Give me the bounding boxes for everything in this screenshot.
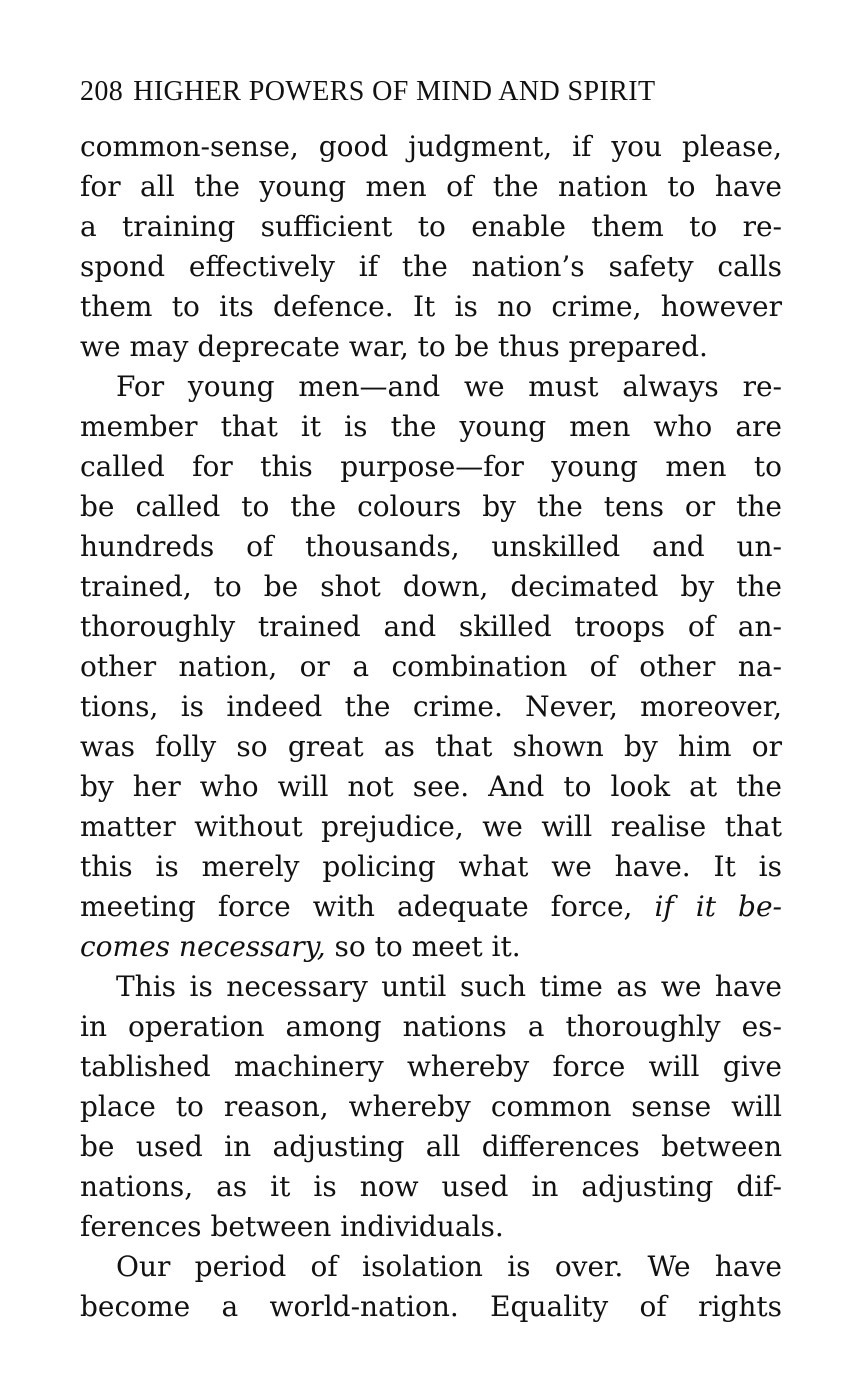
- text-line: was folly so great as that shown by him or: [80, 730, 782, 763]
- text-line: called for this purpose—for young men to: [80, 450, 782, 483]
- text-line: place to reason, whereby common sense will: [80, 1090, 782, 1123]
- text-line: by her who will not see. And to look at the: [80, 770, 782, 803]
- text-line: thoroughly trained and skilled troops of an-: [80, 610, 782, 643]
- text-line: Our period of isolation is over. We have: [116, 1250, 782, 1283]
- text-line: tablished machinery whereby force will give: [80, 1050, 782, 1083]
- running-header: [80, 74, 782, 110]
- text-line: in operation among nations a thoroughly es-: [80, 1010, 782, 1043]
- text-line: hundreds of thousands, unskilled and un-: [80, 530, 782, 563]
- text-line: a training sufficient to enable them to re-: [80, 210, 782, 243]
- text-line: be called to the colours by the tens or the: [80, 490, 782, 523]
- italic-text: comes necessary,: [80, 930, 326, 963]
- running-title: HIGHER POWERS OF MIND AND SPIRIT: [133, 76, 656, 107]
- text-line: common-sense, good judgment, if you please,: [80, 130, 782, 163]
- text-line: This is necessary until such time as we have: [116, 970, 782, 1003]
- italic-text: if it be-: [654, 890, 782, 923]
- text-line: tions, is indeed the crime. Never, moreover,: [80, 690, 782, 723]
- text-line: trained, to be shot down, decimated by the: [80, 570, 782, 603]
- text-line: member that it is the young men who are: [80, 410, 782, 443]
- text-line: matter without prejudice, we will realise that: [80, 810, 782, 843]
- text-line: other nation, or a combination of other na-: [80, 650, 782, 683]
- text-line: this is merely policing what we have. It is: [80, 850, 782, 883]
- text-line: For young men—and we must always re-: [116, 370, 782, 403]
- page-number: 208: [80, 76, 124, 107]
- text-line: nations, as it is now used in adjusting dif-: [80, 1170, 782, 1203]
- text-line: [80, 887, 782, 927]
- text-line: be used in adjusting all differences between: [80, 1130, 782, 1163]
- text-line: become a world-nation. Equality of rights: [80, 1290, 782, 1323]
- text-segment: meeting force with adequate force,: [80, 890, 633, 923]
- text-line: ferences between individuals.: [80, 1210, 504, 1243]
- text-line: them to its defence. It is no crime, however: [80, 290, 782, 323]
- text-line: [80, 927, 782, 967]
- text-line: we may deprecate war, to be thus prepared.: [80, 330, 708, 363]
- text-segment: so to meet it.: [334, 930, 521, 963]
- text-line: for all the young men of the nation to have: [80, 170, 782, 203]
- text-line: spond effectively if the nation’s safety calls: [80, 250, 782, 283]
